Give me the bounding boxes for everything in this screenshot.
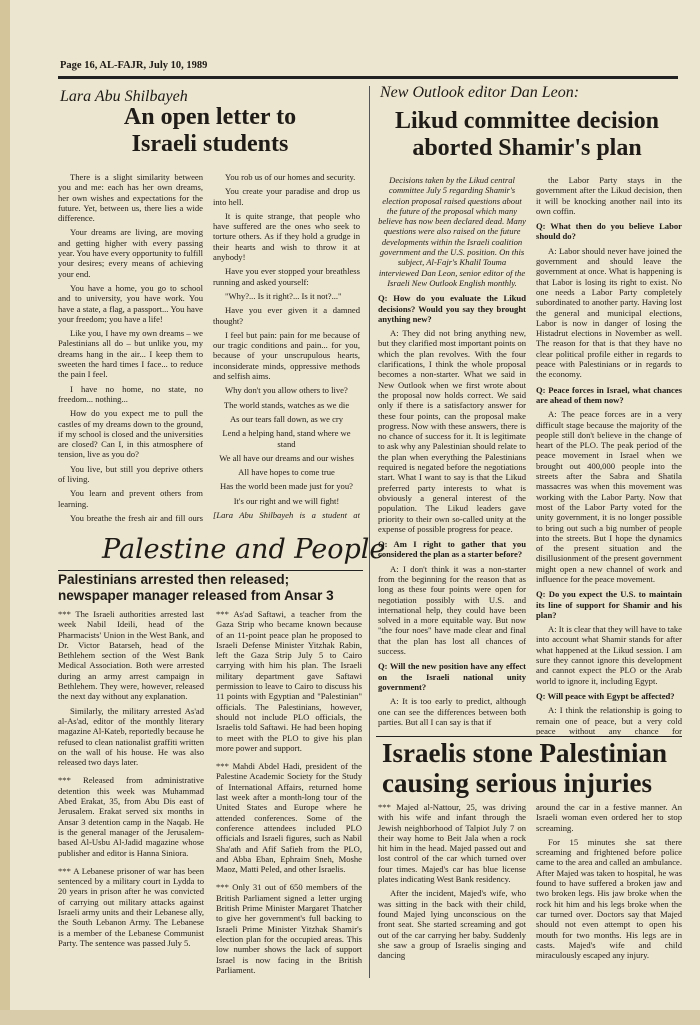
left-headline [60,104,360,158]
news-item: *** A Lebanese prisoner of war has been sentenced by a military court in Lydda to 20 years in prison after he was convicted of carrying out military attacks against Israeli army units and their Lebanese ally, the South Lebanon Army. The Lebanese is a member of the Lebanese Communist Party. The sentence was passed July 5. [58,865,204,948]
news-item: *** Only 31 out of 650 members of the British Parliament signed a letter urging British Prime Minister Margaret Thatcher to give her government's full backing to Israeli Prime Minister Yitzhak Shamir's election plan for the occupied areas. This low number shows the lack of support Israel is now facing in the British Parliament. [216,882,362,975]
interview-answer: A: It is clear that they will have to take into account what Shamir stands for after what happened at the Likud session. I am sure they cannot ignore this development and cannot expect the PLO or the Arab world to ignore it, including Egypt. [536,624,682,686]
paragraph: You create your paradise and drop us into hell. [213,186,360,207]
author-note: [Lara Abu Shilbayeh is a student at [213,510,360,521]
interview-answer: A: They did not bring anything new, but they clarified most important points on which the plan revolves. With the four clarifications, I think the whole proposal becomes a non-starter. What we said in New Outlook when we first wrote about the proposal now holds correct. We said only if there is a satisfactory answer for these four points, can the proposal make progress. Now with these answers, there is no chance of success for it. It is legitimate to ask why any Palestinian should relate to the plan when everything the Palestinians required is negated before the negotiations start. What I want to say is that the Likud preferred party interests to what is obviously a general interest of the population. The Likud leaders gave priority to their own so-called unity at the expense of possible progress for peace. [378,328,526,534]
news-item: *** As'ad Saftawi, a teacher from the Gaza Strip who became known because of an 11-point peace plan he proposed to Israeli Defense Minister Yitzhak Rabin, left the Gaza Strip July 5 to Cairo carrying with him his plan. The Israeli military department gave Saftawi permission to leave to Cairo to discuss his 11 points with Egyptian and "Palestinian" officials. The Palestinians, however, should not include PLO officials, the Israelis told Saftawi. He had been hoping to meet with the PLO to give his plan more power and support. [216,609,362,753]
section-title: Palestine and People [102,534,386,565]
right-byline: New Outlook editor Dan Leon: [380,84,580,101]
section-rule [58,570,363,571]
folio: Page 16, AL-FAJR, July 10, 1989 [60,60,208,71]
paragraph: You learn and prevent others from learning. [58,488,203,509]
paragraph: Why don't you allow others to live? [225,385,348,396]
interview-question: Q: Do you expect the U.S. to maintain its line of support for Shamir and his plan? [536,589,682,620]
paragraph: The world stands, watches as we die [223,399,350,410]
stone-article-column-1 [378,802,526,1007]
paragraph: As our tears fall down, as we cry [229,413,344,424]
paragraph: Have you ever given it a damned thought? [213,305,360,326]
interview-question: Q: Will the new position have any effect on the Israeli national unity government? [378,661,526,692]
subhead-line1: Palestinians arrested then released; [58,572,290,587]
stone-headline-line1: Israelis stone Palestinian [382,738,668,768]
top-rule [58,76,678,79]
paragraph: Your dreams are living, are moving and getting higher with every passing year. You have every opportunity to fulfill your desires; every means of achieving your end. [58,227,203,279]
paragraph: "Why?... Is it right?... Is it not?..." [225,290,342,301]
interview-question: Q: How do you evaluate the Likud decisions? Would you say they brought anything new? [378,293,526,324]
section-column-2 [216,609,362,1019]
subhead-line2: newspaper manager released from Ansar 3 [58,588,334,603]
stone-article-column-2 [536,802,682,1007]
news-item: Similarly, the military arrested As'ad al-As'ad, editor of the monthly literary magazine Al-Kateb, reportedly because he refused to clean nationalist graffiti written on the wall of his house. He was also released two days later. [58,705,204,768]
column-divider [369,86,370,978]
left-article-column-2 [213,172,360,522]
paragraph: After the incident, Majed's wife, who was sitting in the back with their child, found Majed lying unconscious on the front seat. She started screaming and got out of the car carrying her baby. Suddenly she saw a group of Israelis singing and dancing [378,888,526,961]
paragraph: You have a home, you go to school and to university, you have work. You have a state, a flag, a passport... You have your freedom; you have a life! [58,282,203,324]
left-headline-line2: Israeli students [131,130,289,157]
interview-answer: A: Labor should never have joined the government and should leave the government at once. What is happening is that Labor is losing its right to exist. No one needs a Labor Party completely subordinated to another party. Having lost the general and municipal elections, Labor is now in danger of losing the Histadrut elections in November as well. The reason for that is that they have no clear political profile either in regards to peace with Palestinians or in regards to the economy. [536,245,682,380]
interview-answer: A: It is too early to predict, although one can see the differences between both parties. But all I can say is that if [378,696,526,727]
interview-answer: the Labor Party stays in the government after the Likud decision, then it will be knocking another nail into its own coffin. [536,175,682,216]
paragraph: I feel but pain: pain for me because of our tragic conditions and pain... for you, because of your unscrupulous hearts, inconsiderate minds, oppressive methods and selfish aims. [213,329,360,382]
left-byline: Lara Abu Shilbayeh [60,88,188,105]
paragraph: You rob us of our homes and security. [225,172,356,182]
news-item: *** Released from administrative detention this week was Muhammad Abed Erakat, 35, from Abu Dis east of Jerusalem. Erakat served six months in Ansar 3 detention camp in the Naqab. He is the general manager of the Jerusalem-based Al-Usbu Al-Jadid magazine whose publisher and editor is Hanna Siniora. [58,775,204,858]
news-item: *** The Israeli authorities arrested last week Nabil Ideili, head of the Pharmacists' Union in the West Bank, and Dr. Victor Batarseh, head of the Bethlehem section of the West Bank Medical Association. Both were arrested during an army arrest campaign in Bethlehem. They were, however, released the next day without any explanation. [58,609,204,702]
section-column-1 [58,609,204,1019]
interview-question: Q: Will peace with Egypt be affected? [536,690,675,701]
left-headline-line1: An open letter to [123,104,297,130]
stone-headline [382,738,682,798]
interview-question: Q: What then do you believe Labor should do? [536,221,682,242]
paragraph: It's our right and we will fight! [233,495,340,506]
interview-answer: A: I don't think it was a non-starter from the beginning for the reason that as long as these four points were open for negotiation possibly with U.S. and international help, they could have been solved in a more equitable way. But now "the four noes" have made clear and final that the plan has lost all chances of success. [378,563,526,657]
interview-intro: Decisions taken by the Likud central committee July 5 regarding Shamir's election proposal raised questions about the future of the proposal which many believe has now been declared dead. Many questions were also raised on the future developments within the Israeli coalition government and the U.S. position. On this subject, Al-Fajr's Khalil Touma interviewed Dan Leon, senior editor of the Israeli New Outlook English monthly. [378,175,526,288]
paragraph: You live, but still you deprive others of living. [58,463,203,485]
interview-question: Q: Peace forces in Israel, what chances are ahead of them now? [536,384,682,405]
left-article-column-1 [58,172,203,522]
paragraph: How do you expect me to pull the castles of my dreams down to the ground, if my school is closed and the universities are closed? Can I, in this atmosphere of tension, live as you do? [58,408,203,460]
right-article-column-2 [536,175,682,735]
right-article-column-1 [378,175,526,735]
paragraph: Has the world been made just for you? [220,481,353,492]
paragraph: It is quite strange, that people who have suffered are the ones who seek to torture others. As if they hold a grudge in their hearts and wish to throw it at anybody! [213,210,360,263]
paragraph: around the car in a festive manner. An Israeli woman even ordered her to stop screaming. [536,802,682,833]
interview-answer: A: I think the relationship is going to remain one of peace, but a very cold peace without any chance for [536,705,682,735]
paragraph: Lend a helping hand, stand where we stand [222,428,351,449]
stone-headline-line2: causing serious injuries [382,768,653,798]
right-headline [372,108,682,162]
interview-question: Q: Am I right to gather that you considered the plan as a starter before? [378,539,526,560]
news-item: *** Mahdi Abdel Hadi, president of the Palestine Academic Society for the Study of International Affairs, returned home last week after a month-long tour of the United States and Europe where he attended conferences. Some of the conference attendees included PLO officials and Israeli figures, such as Nabil Sha'ath and Afif Safieh from the PLO, and Abba Eban, Ephraim Sneh, Moshe Maoz, Matti Peled, and other Israelis. [216,761,362,875]
paragraph: You breathe the fresh air and fill ours [70,512,203,522]
paragraph: There is a slight similarity between you and me: each has her own dreams, her own wishes and expectations for the future. Yet, between us, there lies a wide difference. [58,172,203,224]
paragraph: For 15 minutes she sat there screaming and frightened before police came to the area and called an ambulance. After Majed was taken to hospital, he was found to have suffered a broken jaw and two broken legs. His jaw broke when the rock hit him and his legs broke when the car turned over. Doctors say that Majed should not even attempt to open his mouth for two months. His legs are in casts. Majed's wife and child miraculously escaped any injury. [536,836,682,961]
stone-rule [376,736,682,737]
interview-answer: A: The peace forces are in a very difficult stage because the majority of the people still don't believe in the change of heart of the PLO. The peak period of the peace movement in Israel when we brought out 400,000 people into the streets after the Sabra and Shatila massacres was when this movement was working with the Labor Party. Now that most of the Labor Party voted for the unity government, it is no longer possible to bring out such a big number of people into the streets. But I hope the dynamics of the present situation and the disillusionment of the present government might open a new channel of work and influence for the peace movement. [536,409,682,584]
paragraph: Like you, I have my own dreams – we Palestinians all do – but unlike you, my dreams hang in the air... I keep them to sweeten the hard times I face... to reduce the pain I feel. [58,328,203,380]
paragraph: All have hopes to come true [238,467,335,478]
paragraph: Have you ever stopped your breathless running and asked yourself: [213,266,360,287]
section-subhead [58,572,368,604]
page-edge [0,0,10,1025]
paragraph: *** Majed al-Nattour, 25, was driving with his wife and infant through the Jewish neighborhood of Talpiot July 7 on their way home to Beit Jala when a rock hit him in the head. Majed passed out and lost control of the car which turned over four times. Majed's car has blue license plates indicating West Bank residency. [378,802,526,885]
paragraph: We all have our dreams and our wishes [219,452,354,463]
right-headline-line2: aborted Shamir's plan [412,134,642,161]
paragraph: I have no home, no state, no freedom... nothing... [58,383,203,404]
right-headline-line1: Likud committee decision [395,108,659,134]
